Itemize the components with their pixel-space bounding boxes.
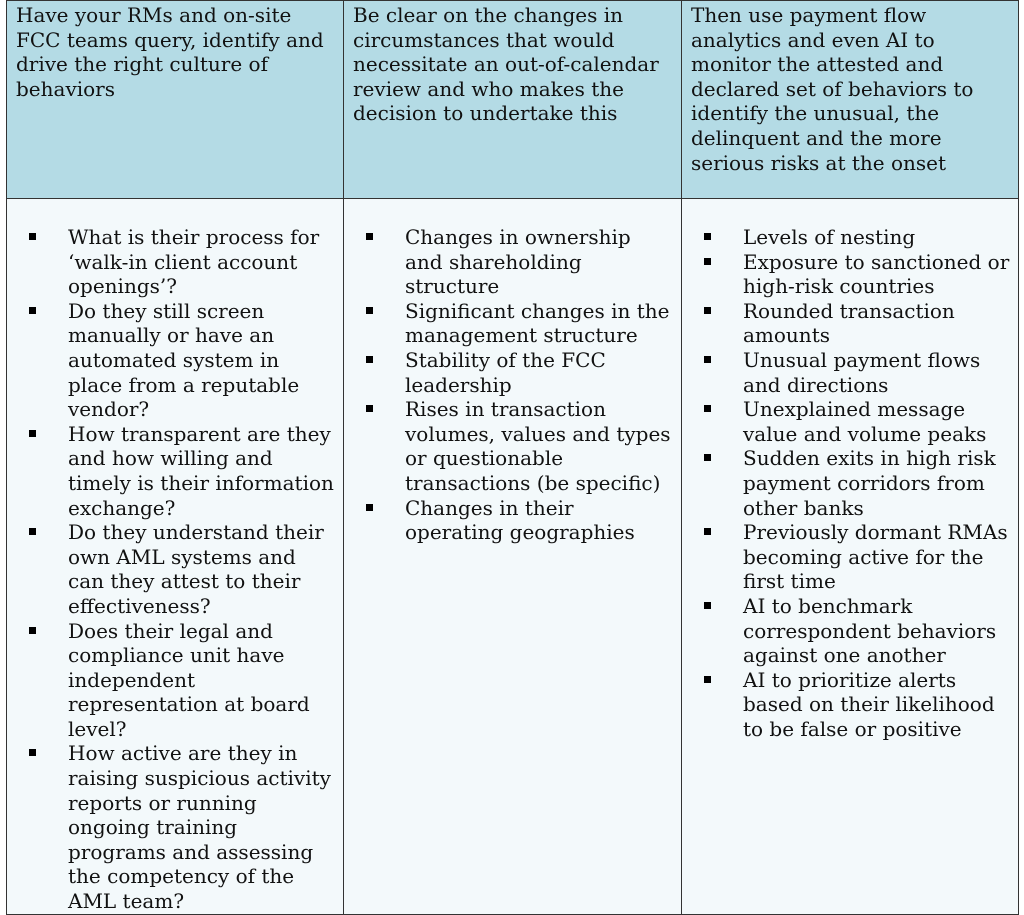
- list-item-text: Unexplained message value and volume peaks: [743, 397, 987, 446]
- list-item-text: Does their legal and compliance unit have independent representation at board level?: [68, 618, 310, 741]
- list-item-text: Previously dormant RMAs becoming active for the first time: [743, 520, 1008, 594]
- list-item-text: Levels of nesting: [743, 225, 916, 249]
- list-item-text: Rises in transaction volumes, values and types or questionable transactions (be specific): [405, 397, 671, 495]
- list-item: [362, 348, 673, 397]
- list-item: [700, 446, 1010, 520]
- body-cell-1: [7, 199, 344, 915]
- square-bullet-icon: [29, 627, 36, 634]
- square-bullet-icon: [704, 307, 711, 314]
- list-item: [700, 520, 1010, 594]
- square-bullet-icon: [704, 528, 711, 535]
- list-item: [25, 619, 335, 742]
- list-item-text: AI to benchmark correspondent behaviors against one another: [743, 593, 997, 668]
- square-bullet-icon: [29, 430, 36, 437]
- square-bullet-icon: [704, 454, 711, 461]
- square-bullet-icon: [704, 258, 711, 265]
- table-body-row: [7, 199, 1019, 915]
- list-item: [700, 348, 1010, 397]
- list-item: [700, 225, 1010, 250]
- list-item: [362, 496, 673, 545]
- list-item: [700, 668, 1010, 742]
- list-item: [25, 225, 335, 299]
- square-bullet-icon: [29, 528, 36, 535]
- list-item-text: How active are they in raising suspicious activity reports or running ongoing training programs and assessing the competency of the AML team?: [68, 741, 331, 914]
- list-item-text: Stability of the FCC leadership: [405, 347, 606, 397]
- list-item-text: Do they still screen manually or have an automated system in place from a reputable vendor?: [68, 298, 300, 422]
- square-bullet-icon: [29, 307, 36, 314]
- square-bullet-icon: [704, 405, 711, 412]
- list-item: [700, 250, 1010, 299]
- list-item: [25, 520, 335, 618]
- list-item-text: Unusual payment flows and directions: [743, 347, 981, 397]
- list-item-text: Significant changes in the management structure: [405, 298, 670, 348]
- body-cell-2: [344, 199, 682, 915]
- comparison-table: [6, 0, 1019, 915]
- list-item-text: How transparent are they and how willing and timely is their information exchange?: [68, 421, 334, 520]
- bullet-list: [700, 225, 1010, 741]
- square-bullet-icon: [366, 233, 373, 240]
- list-item: [362, 397, 673, 495]
- square-bullet-icon: [366, 356, 373, 363]
- bullet-list: [362, 225, 673, 545]
- square-bullet-icon: [704, 676, 711, 683]
- table-header-row: [7, 1, 1019, 199]
- list-item: [700, 594, 1010, 668]
- document-table-container: [6, 0, 1018, 914]
- list-item: [700, 299, 1010, 348]
- square-bullet-icon: [366, 307, 373, 314]
- bullet-list: [25, 225, 335, 914]
- list-item-text: Changes in ownership and shareholding structure: [405, 225, 631, 299]
- square-bullet-icon: [366, 504, 373, 511]
- list-item-text: Do they understand their own AML systems and can they attest to their effectiveness?: [68, 520, 324, 618]
- square-bullet-icon: [29, 233, 36, 240]
- list-item: [362, 299, 673, 348]
- header-cell-3: Then use payment flow analytics and even AI to monitor the attested and declared set of behaviors to identify the unusual, the delinquent and the more serious risks at the onset: [682, 1, 1019, 199]
- square-bullet-icon: [29, 749, 36, 756]
- list-item: [362, 225, 673, 299]
- header-cell-2: Be clear on the changes in circumstances that would necessitate an out-of-calendar review and who makes the decision to undertake this: [344, 1, 682, 199]
- header-cell-1: Have your RMs and on-site FCC teams query, identify and drive the right culture of behaviors: [7, 1, 344, 199]
- square-bullet-icon: [704, 602, 711, 609]
- list-item-text: Sudden exits in high risk payment corridors from other banks: [743, 446, 996, 520]
- list-item-text: AI to prioritize alerts based on their likelihood to be false or positive: [743, 667, 995, 741]
- body-cell-3: [682, 199, 1019, 915]
- list-item: [700, 397, 1010, 446]
- list-item-text: What is their process for ‘walk-in client account openings’?: [68, 225, 320, 299]
- square-bullet-icon: [704, 233, 711, 240]
- square-bullet-icon: [704, 356, 711, 363]
- list-item-text: Rounded transaction amounts: [743, 298, 955, 348]
- list-item: [25, 299, 335, 422]
- list-item-text: Exposure to sanctioned or high-risk countries: [743, 249, 1010, 299]
- list-item-text: Changes in their operating geographies: [405, 495, 635, 545]
- list-item: [25, 741, 335, 913]
- list-item: [25, 422, 335, 520]
- square-bullet-icon: [366, 405, 373, 412]
